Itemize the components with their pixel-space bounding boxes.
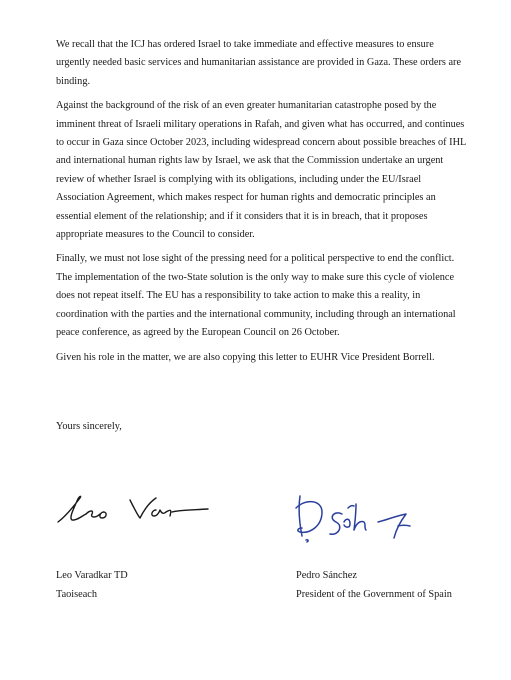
signature-sanchez — [292, 492, 432, 552]
signature-varadkar — [52, 488, 212, 528]
signatory-title: President of the Government of Spain — [296, 589, 452, 600]
signatory-name: Leo Varadkar TD — [56, 570, 128, 581]
signatory-varadkar — [56, 566, 128, 604]
paragraph-copy-borrell: Given his role in the matter, we are also copying this letter to EUHR Vice President Borrell. — [56, 351, 435, 363]
paragraph-two-state-solution: Finally, we must not lose sight of the pressing need for a political perspective to end the conflict. The implementation of the two-State solution is the only way to make sure this cycle of violence does not repeat itself. The EU has a responsibility to take action to make this a reality, in coordination with the parties and the international community, including through an international peace conference, as agreed by the European Council on 26 October. — [56, 253, 456, 339]
letter-body — [56, 36, 468, 373]
paragraph-rafah-review: Against the background of the risk of an even greater humanitarian catastrophe posed by the imminent threat of Israeli military operations in Rafah, and given what has occurred, and continues to occur in Gaza since October 2023, including widespread concern about possible breaches of IHL and international human rights law by Israel, we ask that the Commission undertake an urgent review of whether Israel is complying with its obligations, including under the EU/Israel Association Agreement, which makes respect for human rights and democratic principles an essential element of the relationship; and if it considers that it is in breach, that it proposes appropriate measures to the Council to consider. — [56, 100, 466, 241]
signatory-sanchez — [296, 566, 452, 604]
signatory-name: Pedro Sánchez — [296, 570, 357, 581]
signatory-title: Taoiseach — [56, 589, 98, 600]
paragraph-icj-orders: We recall that the ICJ has ordered Israel to take immediate and effective measures to ensure urgently needed basic services and humanitarian assistance are provided in Gaza. These orders are binding. — [56, 39, 462, 87]
closing-salutation: Yours sincerely, — [56, 421, 122, 432]
